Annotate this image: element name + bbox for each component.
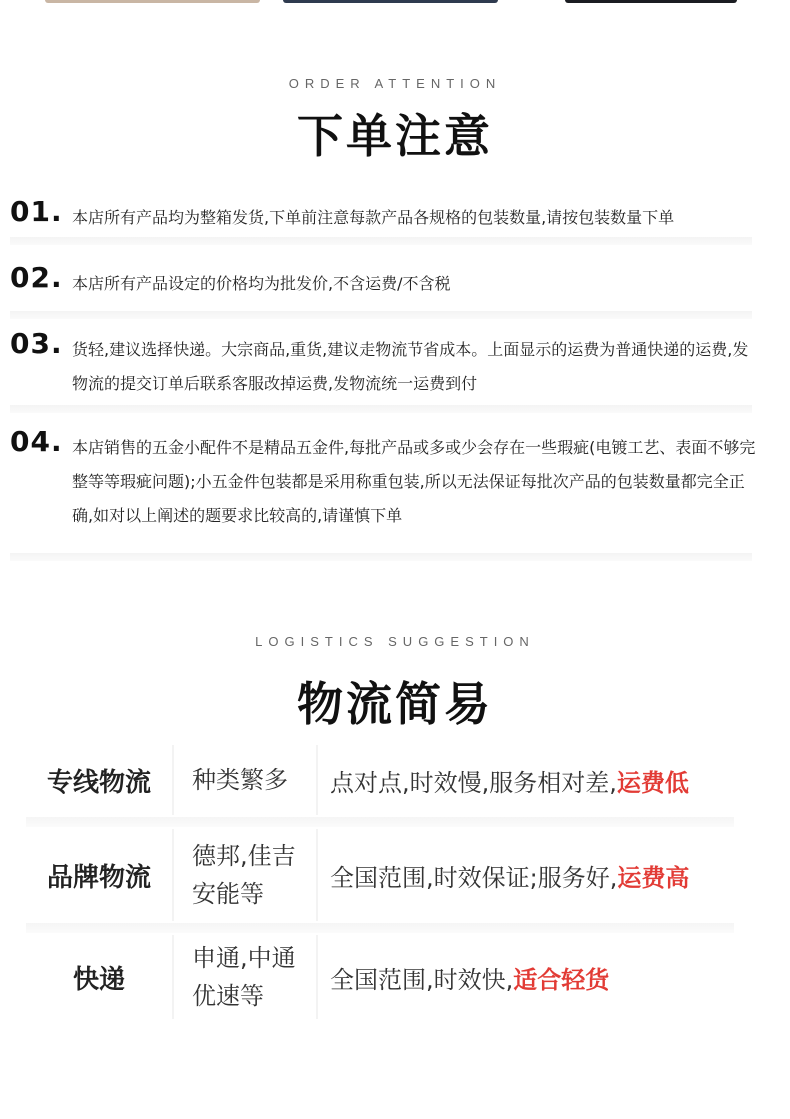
logistics-type: 品牌物流 (46, 862, 151, 893)
product-image-edge-1 (45, 0, 260, 3)
logistics-highlight: 运费高 (617, 863, 690, 892)
logistics-description (318, 935, 734, 1019)
divider (10, 311, 752, 319)
notice-number: 03. (10, 327, 63, 360)
logistics-type: 快递 (72, 964, 125, 995)
logistics-carriers: 申通,中通优速等 (192, 944, 296, 1010)
logistics-carriers: 种类繁多 (192, 766, 288, 794)
logistics-en-title: LOGISTICS SUGGESTION (255, 634, 535, 649)
logistics-carriers: 德邦,佳吉安能等 (192, 842, 296, 908)
top-image-strip (0, 0, 790, 6)
logistics-desc-text: 全国范围,时效快, (330, 965, 514, 994)
notice-text: 本店所有产品均为整箱发货,下单前注意每款产品各规格的包装数量,请按包装数量下单 (72, 208, 675, 227)
notice-item (10, 261, 752, 311)
notice-text: 本店销售的五金小配件不是精品五金件,每批产品或多或少会存在一些瑕疵(电镀工艺、表面不够完整等等瑕疵问题);小五金件包装都是采用称重包装,所以无法保证每批次产品的包装数量都完全正确,如对以上阐述的题要求比较高的,请谨慎下单 (72, 438, 756, 525)
divider (10, 405, 752, 413)
logistics-desc-text: 全国范围,时效保证;服务好, (330, 863, 618, 892)
notice-item (10, 425, 756, 565)
logistics-type: 专线物流 (46, 767, 151, 798)
logistics-row (26, 935, 734, 1019)
notice-text: 货轻,建议选择快递。大宗商品,重货,建议走物流节省成本。上面显示的运费为普通快递的运费,发物流的提交订单后联系客服改掉运费,发物流统一运费到付 (72, 340, 749, 393)
logistics-description (318, 829, 734, 921)
logistics-highlight: 适合轻货 (513, 965, 610, 994)
logistics-title: 物流简易 (297, 677, 493, 731)
divider (10, 237, 752, 245)
order-attention-title: 下单注意 (297, 109, 493, 163)
notice-number: 01. (10, 195, 63, 228)
logistics-highlight: 运费低 (616, 768, 689, 797)
product-image-edge-3 (565, 0, 737, 3)
logistics-desc-text: 点对点,时效慢,服务相对差, (330, 768, 617, 797)
order-attention-en-title: ORDER ATTENTION (288, 76, 502, 91)
notice-number: 04. (10, 425, 63, 458)
logistics-row (26, 829, 734, 921)
divider (10, 553, 752, 561)
row-divider (26, 817, 734, 827)
notice-number: 02. (10, 261, 63, 294)
row-divider (26, 923, 734, 933)
logistics-row (26, 745, 734, 815)
logistics-description (318, 745, 734, 815)
notice-text: 本店所有产品设定的价格均为批发价,不含运费/不含税 (72, 274, 451, 293)
notice-item (10, 327, 752, 417)
notice-item (10, 195, 752, 245)
product-image-edge-2 (283, 0, 498, 3)
